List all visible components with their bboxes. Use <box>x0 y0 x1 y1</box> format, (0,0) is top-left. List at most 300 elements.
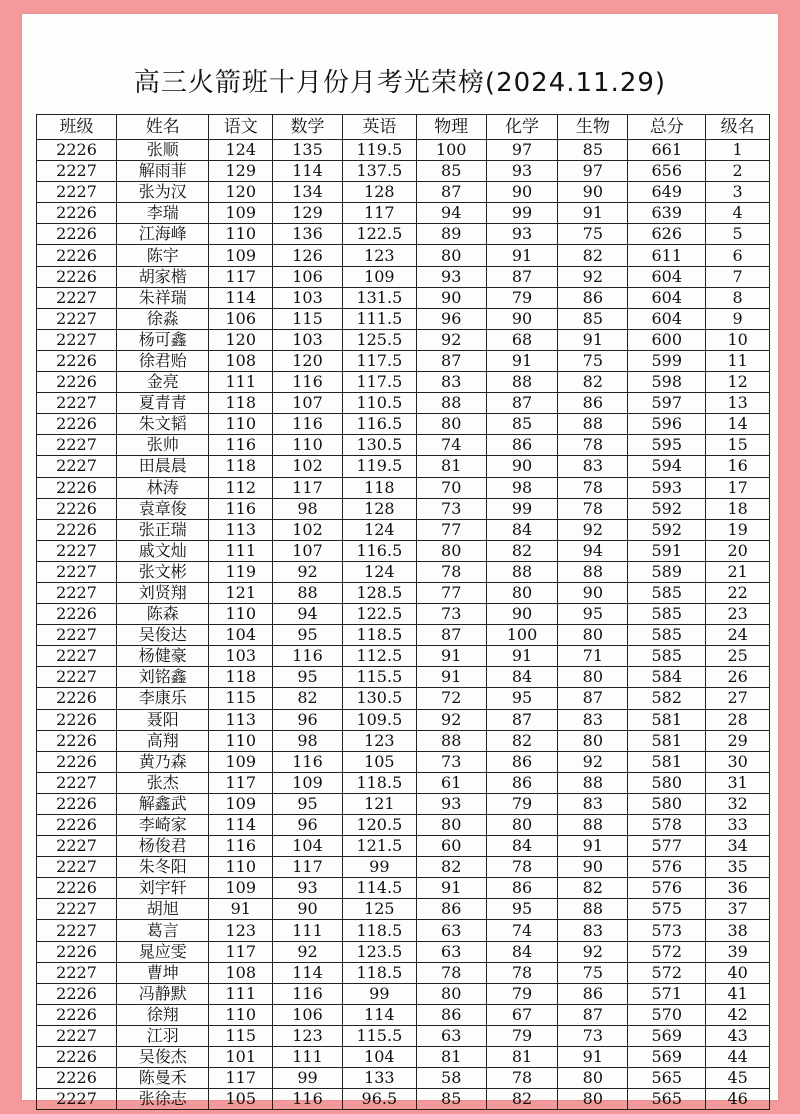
class-cell: 2226 <box>37 793 117 814</box>
chinese-cell: 116 <box>209 836 273 857</box>
table-row <box>37 667 770 688</box>
rank-cell: 21 <box>706 561 770 582</box>
chemistry-cell: 95 <box>486 899 558 920</box>
physics-cell: 77 <box>416 519 486 540</box>
table-row <box>37 435 770 456</box>
name-cell: 朱祥瑞 <box>117 287 209 308</box>
table-row <box>37 582 770 603</box>
chinese-cell: 120 <box>209 182 273 203</box>
header-row <box>37 115 770 140</box>
table-row <box>37 393 770 414</box>
biology-cell: 75 <box>558 224 628 245</box>
math-cell: 107 <box>273 540 343 561</box>
class-cell: 2227 <box>37 561 117 582</box>
rank-cell: 1 <box>706 140 770 161</box>
total-cell: 565 <box>628 1089 706 1110</box>
class-cell: 2227 <box>37 308 117 329</box>
name-cell: 晁应雯 <box>117 941 209 962</box>
rank-cell: 28 <box>706 709 770 730</box>
table-row <box>37 350 770 371</box>
english-cell: 118.5 <box>342 920 416 941</box>
physics-cell: 91 <box>416 646 486 667</box>
chinese-cell: 108 <box>209 962 273 983</box>
table-row <box>37 709 770 730</box>
total-cell: 604 <box>628 266 706 287</box>
chemistry-cell: 91 <box>486 646 558 667</box>
name-cell: 张徐志 <box>117 1089 209 1110</box>
biology-cell: 83 <box>558 709 628 730</box>
english-cell: 130.5 <box>342 435 416 456</box>
chinese-cell: 104 <box>209 625 273 646</box>
rank-cell: 42 <box>706 1004 770 1025</box>
physics-cell: 74 <box>416 435 486 456</box>
english-cell: 118 <box>342 477 416 498</box>
chinese-cell: 117 <box>209 1068 273 1089</box>
chinese-cell: 109 <box>209 245 273 266</box>
rank-cell: 8 <box>706 287 770 308</box>
class-cell: 2227 <box>37 962 117 983</box>
biology-cell: 85 <box>558 140 628 161</box>
english-cell: 112.5 <box>342 646 416 667</box>
physics-cell: 88 <box>416 393 486 414</box>
chemistry-cell: 86 <box>486 878 558 899</box>
class-cell: 2227 <box>37 836 117 857</box>
class-cell: 2226 <box>37 498 117 519</box>
chemistry-cell: 99 <box>486 498 558 519</box>
biology-cell: 91 <box>558 203 628 224</box>
math-cell: 95 <box>273 667 343 688</box>
english-cell: 117 <box>342 203 416 224</box>
table-row <box>37 1068 770 1089</box>
math-cell: 114 <box>273 962 343 983</box>
english-cell: 119.5 <box>342 456 416 477</box>
class-cell: 2226 <box>37 751 117 772</box>
physics-cell: 87 <box>416 625 486 646</box>
math-cell: 104 <box>273 836 343 857</box>
biology-cell: 80 <box>558 1089 628 1110</box>
rank-cell: 5 <box>706 224 770 245</box>
chemistry-cell: 86 <box>486 772 558 793</box>
total-cell: 597 <box>628 393 706 414</box>
class-cell: 2227 <box>37 646 117 667</box>
rank-cell: 44 <box>706 1047 770 1068</box>
english-cell: 120.5 <box>342 815 416 836</box>
col-header-chemistry: 化学 <box>486 115 558 140</box>
chinese-cell: 116 <box>209 498 273 519</box>
chinese-cell: 110 <box>209 414 273 435</box>
name-cell: 朱冬阳 <box>117 857 209 878</box>
total-cell: 576 <box>628 878 706 899</box>
rank-cell: 38 <box>706 920 770 941</box>
chemistry-cell: 82 <box>486 540 558 561</box>
physics-cell: 87 <box>416 182 486 203</box>
english-cell: 105 <box>342 751 416 772</box>
name-cell: 张顺 <box>117 140 209 161</box>
name-cell: 张杰 <box>117 772 209 793</box>
name-cell: 李康乐 <box>117 688 209 709</box>
table-row <box>37 561 770 582</box>
total-cell: 593 <box>628 477 706 498</box>
chinese-cell: 114 <box>209 287 273 308</box>
total-cell: 656 <box>628 161 706 182</box>
table-row <box>37 372 770 393</box>
table-row <box>37 730 770 751</box>
biology-cell: 82 <box>558 245 628 266</box>
table-row <box>37 224 770 245</box>
class-cell: 2226 <box>37 372 117 393</box>
rank-cell: 3 <box>706 182 770 203</box>
physics-cell: 73 <box>416 498 486 519</box>
chinese-cell: 117 <box>209 772 273 793</box>
chemistry-cell: 93 <box>486 224 558 245</box>
chinese-cell: 120 <box>209 329 273 350</box>
math-cell: 117 <box>273 477 343 498</box>
class-cell: 2226 <box>37 604 117 625</box>
math-cell: 103 <box>273 287 343 308</box>
name-cell: 刘铭鑫 <box>117 667 209 688</box>
chemistry-cell: 81 <box>486 1047 558 1068</box>
total-cell: 599 <box>628 350 706 371</box>
class-cell: 2226 <box>37 878 117 899</box>
name-cell: 袁章俊 <box>117 498 209 519</box>
english-cell: 128 <box>342 182 416 203</box>
total-cell: 585 <box>628 646 706 667</box>
total-cell: 565 <box>628 1068 706 1089</box>
name-cell: 徐翔 <box>117 1004 209 1025</box>
physics-cell: 90 <box>416 287 486 308</box>
math-cell: 129 <box>273 203 343 224</box>
chemistry-cell: 74 <box>486 920 558 941</box>
biology-cell: 91 <box>558 836 628 857</box>
math-cell: 98 <box>273 730 343 751</box>
math-cell: 98 <box>273 498 343 519</box>
table-row <box>37 772 770 793</box>
name-cell: 曹坤 <box>117 962 209 983</box>
physics-cell: 63 <box>416 920 486 941</box>
english-cell: 104 <box>342 1047 416 1068</box>
physics-cell: 63 <box>416 1025 486 1046</box>
biology-cell: 87 <box>558 688 628 709</box>
chinese-cell: 109 <box>209 751 273 772</box>
biology-cell: 78 <box>558 498 628 519</box>
math-cell: 123 <box>273 1025 343 1046</box>
table-row <box>37 646 770 667</box>
class-cell: 2227 <box>37 182 117 203</box>
chinese-cell: 105 <box>209 1089 273 1110</box>
english-cell: 116.5 <box>342 540 416 561</box>
physics-cell: 86 <box>416 899 486 920</box>
total-cell: 595 <box>628 435 706 456</box>
chinese-cell: 118 <box>209 393 273 414</box>
chinese-cell: 117 <box>209 941 273 962</box>
biology-cell: 80 <box>558 625 628 646</box>
name-cell: 徐君贻 <box>117 350 209 371</box>
biology-cell: 71 <box>558 646 628 667</box>
english-cell: 99 <box>342 983 416 1004</box>
rank-cell: 40 <box>706 962 770 983</box>
physics-cell: 94 <box>416 203 486 224</box>
class-cell: 2226 <box>37 983 117 1004</box>
total-cell: 591 <box>628 540 706 561</box>
total-cell: 569 <box>628 1047 706 1068</box>
rank-cell: 29 <box>706 730 770 751</box>
total-cell: 581 <box>628 751 706 772</box>
chinese-cell: 101 <box>209 1047 273 1068</box>
class-cell: 2226 <box>37 266 117 287</box>
chinese-cell: 115 <box>209 1025 273 1046</box>
physics-cell: 78 <box>416 561 486 582</box>
math-cell: 92 <box>273 561 343 582</box>
math-cell: 136 <box>273 224 343 245</box>
math-cell: 94 <box>273 604 343 625</box>
chemistry-cell: 78 <box>486 857 558 878</box>
class-cell: 2227 <box>37 772 117 793</box>
rank-cell: 13 <box>706 393 770 414</box>
rank-cell: 35 <box>706 857 770 878</box>
class-cell: 2226 <box>37 709 117 730</box>
chemistry-cell: 84 <box>486 519 558 540</box>
name-cell: 戚文灿 <box>117 540 209 561</box>
class-cell: 2227 <box>37 899 117 920</box>
name-cell: 张正瑞 <box>117 519 209 540</box>
math-cell: 116 <box>273 372 343 393</box>
table-row <box>37 836 770 857</box>
physics-cell: 93 <box>416 793 486 814</box>
total-cell: 585 <box>628 582 706 603</box>
chinese-cell: 103 <box>209 646 273 667</box>
total-cell: 598 <box>628 372 706 393</box>
class-cell: 2226 <box>37 477 117 498</box>
chemistry-cell: 95 <box>486 688 558 709</box>
chinese-cell: 108 <box>209 350 273 371</box>
biology-cell: 83 <box>558 793 628 814</box>
total-cell: 581 <box>628 709 706 730</box>
total-cell: 580 <box>628 772 706 793</box>
class-cell: 2226 <box>37 140 117 161</box>
rank-cell: 23 <box>706 604 770 625</box>
table-row <box>37 1089 770 1110</box>
total-cell: 592 <box>628 498 706 519</box>
name-cell: 江羽 <box>117 1025 209 1046</box>
math-cell: 116 <box>273 1089 343 1110</box>
chemistry-cell: 87 <box>486 709 558 730</box>
physics-cell: 80 <box>416 983 486 1004</box>
biology-cell: 92 <box>558 751 628 772</box>
biology-cell: 91 <box>558 329 628 350</box>
physics-cell: 73 <box>416 751 486 772</box>
math-cell: 99 <box>273 1068 343 1089</box>
name-cell: 陈宇 <box>117 245 209 266</box>
total-cell: 585 <box>628 625 706 646</box>
total-cell: 584 <box>628 667 706 688</box>
chemistry-cell: 86 <box>486 435 558 456</box>
english-cell: 125.5 <box>342 329 416 350</box>
biology-cell: 92 <box>558 941 628 962</box>
class-cell: 2227 <box>37 393 117 414</box>
chinese-cell: 110 <box>209 730 273 751</box>
total-cell: 575 <box>628 899 706 920</box>
total-cell: 594 <box>628 456 706 477</box>
math-cell: 96 <box>273 815 343 836</box>
english-cell: 124 <box>342 519 416 540</box>
chinese-cell: 111 <box>209 372 273 393</box>
total-cell: 576 <box>628 857 706 878</box>
english-cell: 124 <box>342 561 416 582</box>
rank-cell: 43 <box>706 1025 770 1046</box>
chemistry-cell: 85 <box>486 414 558 435</box>
class-cell: 2227 <box>37 857 117 878</box>
total-cell: 580 <box>628 793 706 814</box>
physics-cell: 61 <box>416 772 486 793</box>
chinese-cell: 111 <box>209 540 273 561</box>
table-row <box>37 604 770 625</box>
chemistry-cell: 82 <box>486 1089 558 1110</box>
class-cell: 2226 <box>37 730 117 751</box>
total-cell: 596 <box>628 414 706 435</box>
total-cell: 572 <box>628 941 706 962</box>
english-cell: 109.5 <box>342 709 416 730</box>
biology-cell: 91 <box>558 1047 628 1068</box>
name-cell: 李瑞 <box>117 203 209 224</box>
chinese-cell: 110 <box>209 1004 273 1025</box>
physics-cell: 85 <box>416 161 486 182</box>
math-cell: 116 <box>273 414 343 435</box>
biology-cell: 85 <box>558 308 628 329</box>
chinese-cell: 114 <box>209 815 273 836</box>
chinese-cell: 112 <box>209 477 273 498</box>
math-cell: 120 <box>273 350 343 371</box>
chinese-cell: 110 <box>209 224 273 245</box>
total-cell: 573 <box>628 920 706 941</box>
class-cell: 2227 <box>37 540 117 561</box>
table-row <box>37 266 770 287</box>
english-cell: 99 <box>342 857 416 878</box>
table-row <box>37 857 770 878</box>
physics-cell: 63 <box>416 941 486 962</box>
table-row <box>37 245 770 266</box>
class-cell: 2227 <box>37 667 117 688</box>
class-cell: 2226 <box>37 1004 117 1025</box>
name-cell: 田晨晨 <box>117 456 209 477</box>
class-cell: 2226 <box>37 688 117 709</box>
class-cell: 2226 <box>37 224 117 245</box>
table-row <box>37 308 770 329</box>
biology-cell: 94 <box>558 540 628 561</box>
chinese-cell: 113 <box>209 519 273 540</box>
biology-cell: 75 <box>558 350 628 371</box>
table-row <box>37 1004 770 1025</box>
class-cell: 2227 <box>37 456 117 477</box>
biology-cell: 87 <box>558 1004 628 1025</box>
name-cell: 吴俊杰 <box>117 1047 209 1068</box>
biology-cell: 82 <box>558 878 628 899</box>
physics-cell: 100 <box>416 140 486 161</box>
table-row <box>37 1025 770 1046</box>
chemistry-cell: 82 <box>486 730 558 751</box>
math-cell: 95 <box>273 793 343 814</box>
physics-cell: 93 <box>416 266 486 287</box>
rank-cell: 31 <box>706 772 770 793</box>
chinese-cell: 118 <box>209 667 273 688</box>
english-cell: 119.5 <box>342 140 416 161</box>
class-cell: 2227 <box>37 582 117 603</box>
biology-cell: 90 <box>558 182 628 203</box>
english-cell: 123 <box>342 245 416 266</box>
name-cell: 陈森 <box>117 604 209 625</box>
math-cell: 95 <box>273 625 343 646</box>
math-cell: 116 <box>273 983 343 1004</box>
name-cell: 高翔 <box>117 730 209 751</box>
physics-cell: 92 <box>416 709 486 730</box>
english-cell: 116.5 <box>342 414 416 435</box>
chinese-cell: 106 <box>209 308 273 329</box>
english-cell: 114 <box>342 1004 416 1025</box>
english-cell: 123 <box>342 730 416 751</box>
chinese-cell: 116 <box>209 435 273 456</box>
physics-cell: 96 <box>416 308 486 329</box>
math-cell: 134 <box>273 182 343 203</box>
class-cell: 2226 <box>37 519 117 540</box>
math-cell: 110 <box>273 435 343 456</box>
name-cell: 聂阳 <box>117 709 209 730</box>
rank-cell: 27 <box>706 688 770 709</box>
physics-cell: 60 <box>416 836 486 857</box>
biology-cell: 92 <box>558 266 628 287</box>
total-cell: 649 <box>628 182 706 203</box>
chemistry-cell: 84 <box>486 667 558 688</box>
table-row <box>37 329 770 350</box>
name-cell: 江海峰 <box>117 224 209 245</box>
chinese-cell: 109 <box>209 793 273 814</box>
col-header-english: 英语 <box>342 115 416 140</box>
name-cell: 张帅 <box>117 435 209 456</box>
name-cell: 黄乃森 <box>117 751 209 772</box>
biology-cell: 92 <box>558 519 628 540</box>
chemistry-cell: 80 <box>486 582 558 603</box>
table-row <box>37 477 770 498</box>
math-cell: 116 <box>273 646 343 667</box>
total-cell: 589 <box>628 561 706 582</box>
rank-cell: 24 <box>706 625 770 646</box>
name-cell: 杨健豪 <box>117 646 209 667</box>
rank-cell: 34 <box>706 836 770 857</box>
math-cell: 111 <box>273 1047 343 1068</box>
class-cell: 2226 <box>37 203 117 224</box>
table-row <box>37 203 770 224</box>
table-row <box>37 962 770 983</box>
chinese-cell: 113 <box>209 709 273 730</box>
english-cell: 121.5 <box>342 836 416 857</box>
chemistry-cell: 80 <box>486 815 558 836</box>
rank-cell: 18 <box>706 498 770 519</box>
chemistry-cell: 79 <box>486 287 558 308</box>
physics-cell: 81 <box>416 1047 486 1068</box>
biology-cell: 80 <box>558 667 628 688</box>
english-cell: 131.5 <box>342 287 416 308</box>
total-cell: 571 <box>628 983 706 1004</box>
col-header-name: 姓名 <box>117 115 209 140</box>
physics-cell: 87 <box>416 350 486 371</box>
page-title: 高三火箭班十月份月考光荣榜(2024.11.29) <box>133 68 667 98</box>
math-cell: 115 <box>273 308 343 329</box>
table-row <box>37 140 770 161</box>
class-cell: 2227 <box>37 435 117 456</box>
chemistry-cell: 78 <box>486 1068 558 1089</box>
chinese-cell: 109 <box>209 878 273 899</box>
chinese-cell: 110 <box>209 857 273 878</box>
math-cell: 126 <box>273 245 343 266</box>
physics-cell: 80 <box>416 414 486 435</box>
